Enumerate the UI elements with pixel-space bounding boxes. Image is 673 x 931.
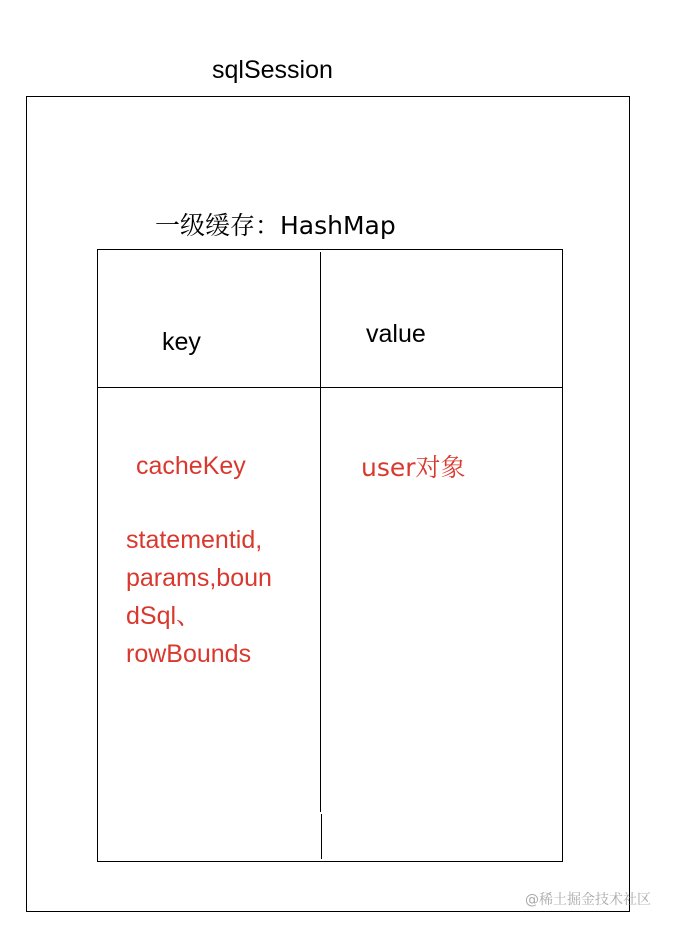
value-column-header: value [366,320,426,348]
sqlsession-title: sqlSession [212,56,333,84]
key-field-line: params,boun [126,564,272,592]
column-divider-lower [321,814,322,859]
key-field-line: dSql、 [126,602,202,630]
header-divider [97,387,563,388]
key-field-line: rowBounds [126,640,252,668]
watermark: @稀土掘金技术社区 [525,892,651,908]
value-user-object: user对象 [361,453,466,482]
cache-label: 一级缓存：HashMap [155,211,396,240]
cache-key-fields [126,521,272,673]
cache-key-label: cacheKey [136,452,246,480]
key-field-line: statementid, [126,526,263,554]
column-divider [320,252,321,812]
key-column-header: key [162,328,201,356]
